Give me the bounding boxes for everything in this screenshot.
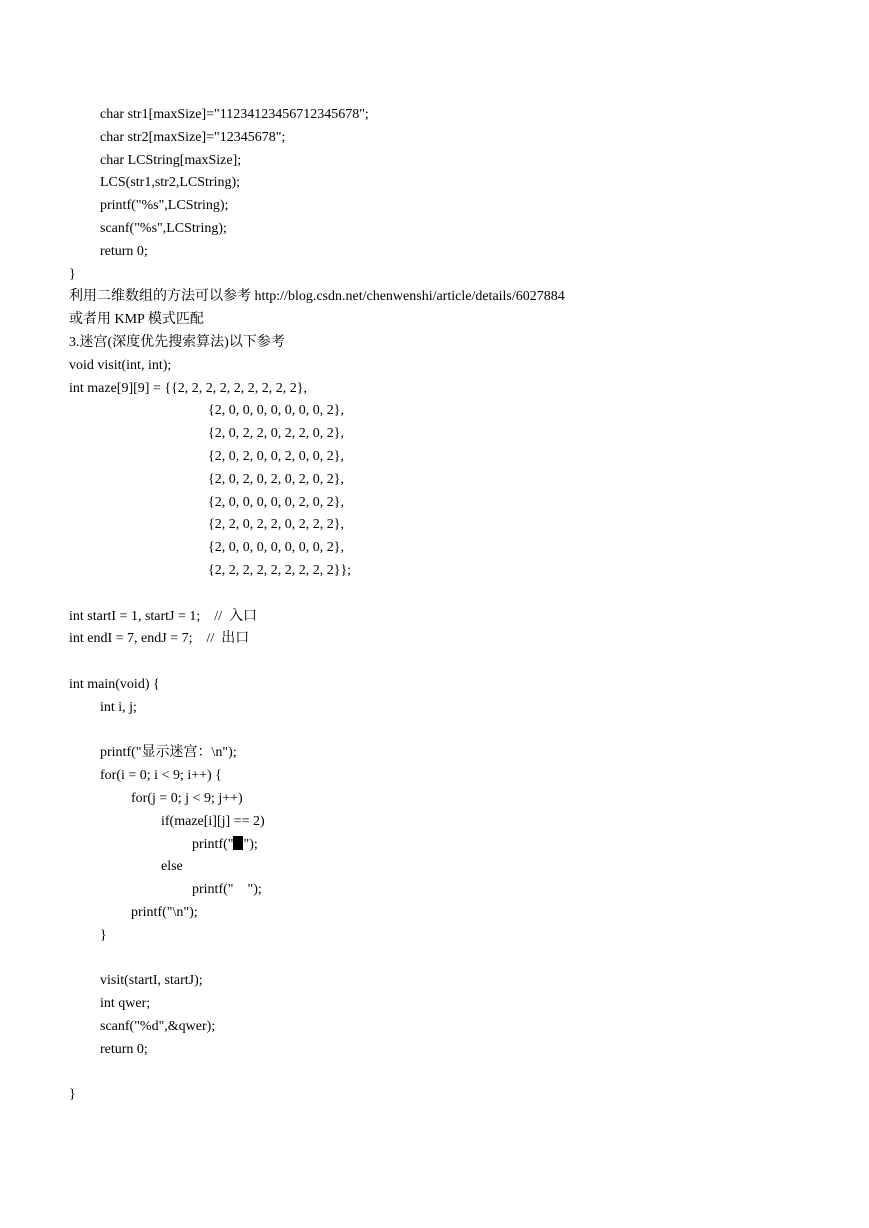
code-line: visit(startI, startJ); xyxy=(100,973,203,989)
maze-row: {2, 0, 0, 0, 0, 0, 0, 0, 2}, xyxy=(208,540,344,556)
reference-note: 利用二维数组的方法可以参考 http://blog.csdn.net/chenwenshi/article/details/6027884 xyxy=(69,289,565,305)
code-line: } xyxy=(100,927,107,943)
code-listing xyxy=(69,104,849,1107)
code-line: char LCString[maxSize]; xyxy=(100,152,242,168)
kmp-note: 或者用 KMP 模式匹配 xyxy=(69,312,204,328)
code-line: int endI = 7, endJ = 7; // 出口 xyxy=(69,631,250,647)
section-heading: 3.迷宫(深度优先搜索算法)以下参考 xyxy=(69,334,285,350)
maze-row: {2, 0, 2, 0, 0, 2, 0, 0, 2}, xyxy=(208,448,344,464)
code-line: for(j = 0; j < 9; j++) xyxy=(131,790,243,806)
blank-line xyxy=(69,651,849,674)
code-line: printf("\n"); xyxy=(131,904,198,920)
code-line: if(maze[i][j] == 2) xyxy=(161,813,265,829)
blank-line xyxy=(69,583,849,606)
code-line: return 0; xyxy=(100,1041,148,1057)
code-line: char str2[maxSize]="12345678"; xyxy=(100,129,286,145)
code-line: } xyxy=(69,1087,76,1103)
code-line: } xyxy=(69,266,76,282)
code-line: void visit(int, int); xyxy=(69,357,172,373)
maze-row: {2, 2, 2, 2, 2, 2, 2, 2, 2}}; xyxy=(208,562,352,578)
maze-row: {2, 0, 0, 0, 0, 0, 2, 0, 2}, xyxy=(208,494,344,510)
code-line: char str1[maxSize]="11234123456712345678"; xyxy=(100,107,369,122)
maze-row: {2, 0, 0, 0, 0, 0, 0, 0, 2}, xyxy=(208,403,344,419)
code-line: int startI = 1, startJ = 1; // 入口 xyxy=(69,608,258,624)
code-line: int i, j; xyxy=(100,699,137,715)
blank-line xyxy=(69,947,849,970)
code-fragment: "); xyxy=(243,836,258,852)
code-line: return 0; xyxy=(100,243,148,259)
maze-row: int maze[9][9] = {{2, 2, 2, 2, 2, 2, 2, 2, 2}, xyxy=(69,380,308,396)
code-line: scanf("%d",&qwer); xyxy=(100,1018,216,1034)
code-line: else xyxy=(161,859,183,875)
code-line: printf("%s",LCString); xyxy=(100,198,229,214)
code-line: printf(" "); xyxy=(192,882,262,898)
code-fragment: printf(" xyxy=(192,836,234,852)
maze-row: {2, 0, 2, 0, 2, 0, 2, 0, 2}, xyxy=(208,471,344,487)
wall-block-glyph xyxy=(233,836,243,850)
blank-line xyxy=(69,1061,849,1084)
code-line: int qwer; xyxy=(100,996,151,1012)
maze-row: {2, 0, 2, 2, 0, 2, 2, 0, 2}, xyxy=(208,426,344,442)
code-line: scanf("%s",LCString); xyxy=(100,220,227,236)
code-line: int main(void) { xyxy=(69,676,160,692)
code-line: printf("显示迷宫：\n"); xyxy=(100,745,237,761)
code-line: LCS(str1,str2,LCString); xyxy=(100,175,241,191)
code-line: for(i = 0; i < 9; i++) { xyxy=(100,768,222,784)
blank-line xyxy=(69,720,849,743)
maze-row: {2, 2, 0, 2, 2, 0, 2, 2, 2}, xyxy=(208,517,344,533)
code-line xyxy=(69,834,849,857)
